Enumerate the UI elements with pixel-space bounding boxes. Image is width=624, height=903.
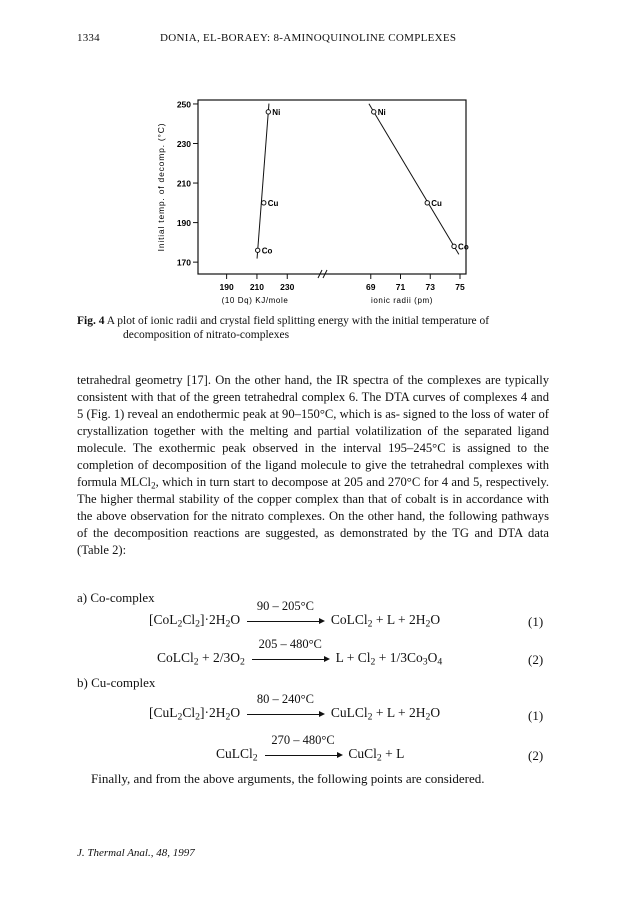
y-tick-label: 210 <box>176 178 191 189</box>
closing-sentence: Finally, and from the above arguments, the following points are considered. <box>91 771 485 786</box>
x-tick-label: 230 <box>280 282 295 292</box>
x-tick-label: 71 <box>395 282 406 292</box>
x-tick-label: 190 <box>219 282 234 292</box>
data-point-ni <box>266 110 270 114</box>
data-point-co <box>452 244 456 248</box>
y-tick-label: 170 <box>176 257 191 268</box>
x-tick-label: 210 <box>249 282 265 292</box>
page-number: 1334 <box>77 32 100 44</box>
journal-footer: J. Thermal Anal., 48, 1997 <box>77 847 195 859</box>
cu-complex-label: b) Cu-complex <box>77 675 156 690</box>
plot-frame <box>198 100 466 274</box>
x-tick-label: 75 <box>455 282 465 292</box>
co-complex-label: a) Co-complex <box>77 590 155 605</box>
x-axis-label: (10 Dq) KJ/mole <box>221 296 289 305</box>
figure-4-chart <box>130 88 490 308</box>
equation-cu-2: CuLCl$_2$ 270 – 480°C CuCl$_2$ + L <box>216 733 405 764</box>
data-point-co <box>255 248 259 252</box>
caption-line-1: A plot of ionic radii and crystal field splitting energy with the initial temperature of <box>106 315 490 327</box>
point-label-co: Co <box>261 246 273 256</box>
running-title: DONIA, EL-BORAEY: 8-AMINOQUINOLINE COMPLEXES <box>160 32 457 44</box>
equation-number-1: (1) <box>528 614 544 629</box>
equation-number-2: (2) <box>528 652 544 667</box>
data-point-ni <box>372 110 376 114</box>
equation-cu-1: $[CuL_2Cl_2]\cdot 2H_2O$ 80 – 240°C CuLCl$_2$ + $L + 2H_2O$ <box>149 692 441 723</box>
x-tick-label: 73 <box>425 282 435 292</box>
point-label-co: Co <box>458 242 469 252</box>
series-line <box>257 104 269 259</box>
x-tick-label: 69 <box>366 282 376 292</box>
equation-co-2: CoLCl$_2$ + $2/3O_2$ 205 – 480°C $L + Cl_2 + 1/3Co_3O_4$ <box>157 637 443 668</box>
point-label-cu: Cu <box>431 198 442 208</box>
y-tick-label: 230 <box>176 139 191 149</box>
figure-label: Fig. 4 <box>77 315 105 327</box>
y-tick-label: 190 <box>176 218 191 229</box>
point-label-ni: Ni <box>377 107 386 117</box>
body-paragraph: tetrahedral geometry [17]. On the other hand, the IR spectra of the complexes are typically consistent with that of the green tetrahedral complex 6. The DTA curves of complexes 4 and 5 (Fig. 1) reveal an endothermic peak at 90–150°C, which is as- signed to the loss of water of crystallization together with the melting and partial volatilization of the separated ligand molecule. The exothermic peak observed in the interval 195–245°C is assigned to the completion of decomposition of the ligand molecule to give the tetrahedral complexes with formula MLCl$_2$, which in turn start to decompose at 205 and 270°C for 4 and 5, respectively. The higher thermal stability of the copper complex than that of cobalt is in accordance with the above observation for the nitrato complexes. On the other hand, the following pathways of the decomposition reactions are suggested, as demonstrated by the TG and DTA data (Table 2): <box>77 373 550 557</box>
caption-line-2: decomposition of nitrato-complexes <box>123 329 290 341</box>
point-label-cu: Cu <box>267 198 279 208</box>
equation-number-3: (1) <box>528 708 544 723</box>
x-axis-label: ionic radii (pm) <box>370 296 434 305</box>
point-label-ni: Ni <box>272 107 281 117</box>
equation-number-4: (2) <box>528 748 544 763</box>
data-point-cu <box>262 201 266 205</box>
y-axis-label: Initial temp. of decomp. (°C) <box>156 122 166 252</box>
series-line <box>369 104 459 255</box>
y-tick-label: 250 <box>176 99 191 110</box>
figure-caption <box>77 314 547 342</box>
data-point-cu <box>425 201 429 205</box>
equation-co-1: $[CoL_2Cl_2]\cdot 2H_2O$ 90 – 205°C CoLCl$_2$ + $L + 2H_2O$ <box>149 599 441 630</box>
